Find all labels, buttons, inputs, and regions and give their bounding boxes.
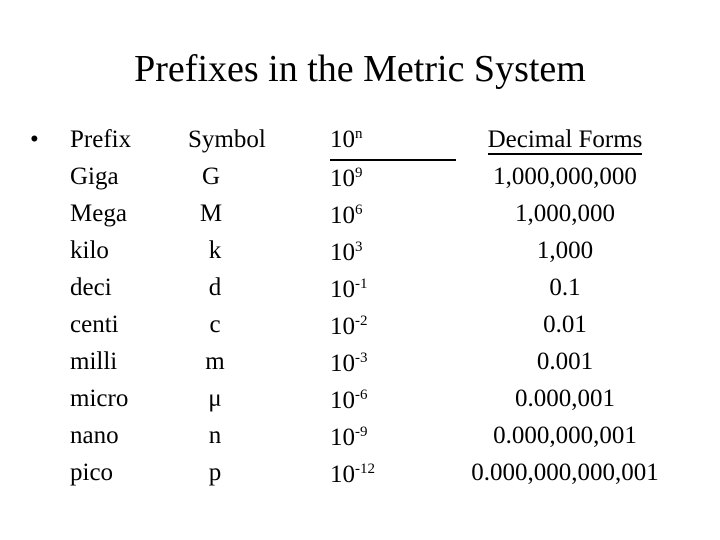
header-prefix: Prefix [70,126,132,153]
power-base: 10 [330,424,355,451]
slide-title: Prefixes in the Metric System [134,48,586,90]
header-decimal-label: Decimal Forms [487,126,643,153]
power-cell [330,272,456,309]
power-base: 10 [330,313,355,340]
power-base: 10 [330,461,355,488]
symbol-column [188,122,278,492]
power-base: 10 [330,126,355,153]
power-cell [330,383,456,420]
power-cell [330,457,456,494]
prefix-cell: deci [70,274,112,301]
decimal-cell: 0.1 [549,274,581,301]
power-column [330,122,456,494]
power-exponent: -2 [355,313,368,329]
power-exponent: -9 [355,424,368,440]
power-exponent: -1 [355,276,368,292]
symbol-cell: G [201,163,221,190]
power-base: 10 [330,350,355,377]
power-exponent: 9 [355,165,363,181]
power-base: 10 [330,165,355,192]
power-exponent: 3 [355,239,363,255]
prefix-column [70,122,131,492]
decimal-cell: 0.01 [543,311,587,338]
decimal-column [455,122,675,492]
prefix-cell: Mega [70,200,127,227]
power-base: 10 [330,276,355,303]
symbol-cell: m [205,348,225,375]
prefix-cell: kilo [70,237,109,264]
power-base: 10 [330,239,355,266]
symbol-cell: d [208,274,222,301]
header-decimal [455,122,675,159]
power-cell [330,161,456,198]
power-base: 10 [330,202,355,229]
prefix-cell: centi [70,311,119,338]
decimal-cell: 0.000,000,001 [493,422,637,449]
header-power [330,122,456,161]
prefix-table [0,122,720,502]
decimal-cell: 1,000 [536,237,594,264]
power-cell [330,420,456,457]
symbol-cell: n [208,422,222,449]
decimal-cell: 0.000,001 [515,385,615,412]
power-exponent: -3 [355,350,368,366]
prefix-cell: Giga [70,163,119,190]
symbol-cell: M [199,200,223,227]
power-cell [330,346,456,383]
power-exponent: 6 [355,202,363,218]
symbol-cell: c [209,311,221,338]
power-exponent: -6 [355,387,368,403]
power-cell [330,309,456,346]
header-symbol: Symbol [188,126,266,153]
prefix-cell: pico [70,459,114,486]
power-cell [330,235,456,272]
power-base: 10 [330,387,355,414]
decimal-cell: 1,000,000 [515,200,615,227]
prefix-cell: micro [70,385,129,412]
symbol-cell: μ [208,385,222,412]
decimal-cell: 1,000,000,000 [493,163,637,190]
bullet-marker: • [30,126,39,153]
power-exponent: -12 [355,461,375,477]
symbol-cell: p [208,459,222,486]
prefix-cell: milli [70,348,118,375]
decimal-cell: 0.001 [536,348,594,375]
symbol-cell: k [208,237,222,264]
power-cell [330,198,456,235]
decimal-cell: 0.000,000,000,001 [471,459,659,486]
prefix-cell: nano [70,422,119,449]
power-exponent: n [355,126,363,142]
